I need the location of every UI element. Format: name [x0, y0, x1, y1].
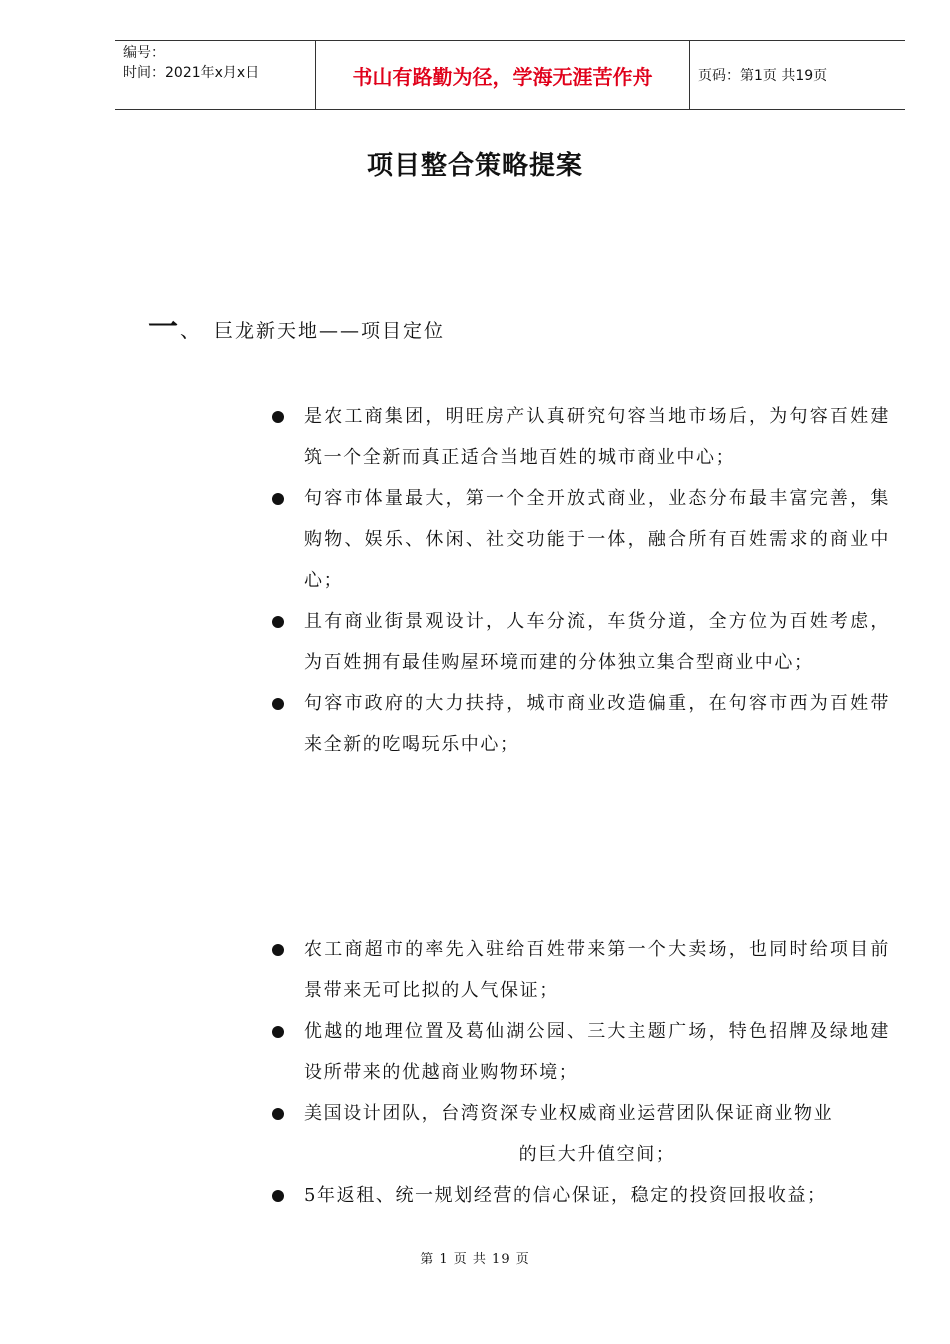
list-item-text: 且有商业街景观设计，人车分流，车货分道，全方位为百姓考虑，为百姓拥有最佳购屋环境而建的分体独立集合型商业中心；: [304, 611, 890, 673]
bullet-icon: [272, 698, 284, 710]
list-item-text: 农工商超市的率先入驻给百姓带来第一个大卖场，也同时给项目前景带来无可比拟的人气保证；: [304, 939, 890, 1001]
list-item: [270, 396, 890, 478]
list-item-continuation: 的巨大升值空间；: [518, 1144, 676, 1165]
header-motto: 书山有路勤为径，学海无涯苦作舟: [316, 41, 690, 109]
bullet-list-advantages: [270, 929, 890, 1216]
list-item: [270, 478, 890, 601]
section-heading: [148, 302, 445, 346]
bullet-list-positioning: [270, 396, 890, 765]
document-number: 编号：: [123, 45, 165, 61]
list-item: [270, 601, 890, 683]
list-item-text: 5年返租、统一规划经营的信心保证，稳定的投资回报收益；: [304, 1185, 827, 1206]
bullet-icon: [272, 1026, 284, 1038]
list-item: [270, 683, 890, 765]
section-separator: 、: [180, 318, 200, 342]
bullet-icon: [272, 1190, 284, 1202]
list-item: [270, 1175, 890, 1216]
page-footer: 第 1 页 共 19 页: [420, 1252, 530, 1267]
list-item-text: 句容市体量最大，第一个全开放式商业，业态分布最丰富完善，集购物、娱乐、休闲、社交功能于一体，融合所有百姓需求的商业中心；: [304, 488, 890, 591]
list-item: [270, 929, 890, 1011]
header-page-number: 页码：第1页 共19页: [698, 68, 828, 84]
bullet-icon: [272, 1108, 284, 1120]
list-item: [270, 1093, 890, 1175]
bullet-icon: [272, 944, 284, 956]
list-item-text: 美国设计团队，台湾资深专业权威商业运营团队保证商业物业: [304, 1103, 834, 1124]
document-title: 项目整合策略提案: [366, 151, 583, 181]
section-title: 巨龙新天地——项目定位: [214, 320, 446, 342]
list-item-text: 优越的地理位置及葛仙湖公园、三大主题广场，特色招牌及绿地建设所带来的优越商业购物环境；: [304, 1021, 890, 1083]
page-header: [115, 40, 905, 110]
section-number: 一: [148, 310, 178, 345]
bullet-icon: [272, 493, 284, 505]
list-item-text: 句容市政府的大力扶持，城市商业改造偏重，在句容市西为百姓带来全新的吃喝玩乐中心；: [304, 693, 890, 755]
list-item: [270, 1011, 890, 1093]
document-date: 时间：2021年x月x日: [123, 65, 260, 81]
list-item-text: 是农工商集团，明旺房产认真研究句容当地市场后，为句容百姓建筑一个全新而真正适合当地百姓的城市商业中心；: [304, 406, 890, 468]
bullet-icon: [272, 411, 284, 423]
bullet-icon: [272, 616, 284, 628]
header-meta: [115, 41, 316, 109]
